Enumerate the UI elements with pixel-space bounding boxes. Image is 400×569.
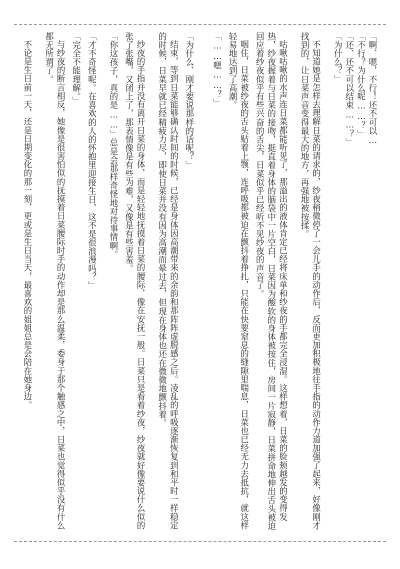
vertical-text-page <box>22 32 378 532</box>
narration-paragraph: 纱夜的手指并没有离开日菜的身体，而是轻轻地抚摸着日菜的腰际，像在安抚一般。日菜只是看着纱夜，纱夜就好像要说什么似的张了张嘴，又闭上了，那表情像是有些为难，又像是有些害羞。 <box>124 32 147 531</box>
dialogue-cannot-understand <box>70 32 82 532</box>
dialogue-line: 「不行？为什么呢……？」 <box>356 32 367 139</box>
dialogue-line: 「啊、嗯，不行！还不可以… <box>368 32 378 146</box>
dialogue-ellipsis <box>211 32 223 532</box>
dialogue-line: 「完全不能理解。」 <box>71 32 82 106</box>
narration-paragraph: 与纱夜的断言相反，她像是很害怕似的抚摸着日菜腰际时手的动作却是那么温柔，委身于那个触感之中，日菜也觉得似乎没有什么都无所谓了。 <box>44 32 67 531</box>
narration-paragraph: 咕啾咕啾的水声连日菜都能听见了，那溢出的液体肯定已经将床单和纱夜的手都完全浸湿。这样想着，日菜的脸颊越发的变得发热，纱夜握着与日菜的接吻，挺直着身体的脑袋中一片空白，日菜因为酸软的身体被按住，房间一片寂静，日菜拼命地伸出舌头被迫回应着纱夜似乎有些兴奋的舌尖，日菜似乎已经听不见纱夜的声音了。 <box>255 32 289 531</box>
dialogue-line: 「你这孩子，真的是……」总是会那样奇怪地对待事情啊。 <box>108 32 119 259</box>
narration-paragraph: 不论是生日前一天，还是日期变化的那一刻，更或是生日当天，最喜欢的姐姐总是会陪在她身边。 <box>22 40 33 410</box>
narration-paragraph: 咽住，日菜被纱夜的舌头贴着上颚，连呼吸都被迫在颤抖着挣扎，只能在快要窒息的缝隙里喘息，日菜也已经无力去抵抗，就这样轻易地达到了高潮。 <box>228 32 250 531</box>
dialogue-line: 「才不奇怪呢。在喜欢的人的怀抱里迎接生日，这不是很浪漫吗？」 <box>87 32 98 290</box>
dialogue-line: 「为什么、刚才要说那样的话呢？」 <box>184 32 195 170</box>
narration-paragraph: 结束，等到日菜能够确认时间的时候，已经是身体因高潮带来的余韵和那阵阵虚脱感之后。凌乱的呼吸逐渐恢复到和平时一样稳定的时候，日菜早就已经精疲力尽，即使日菜并没有因为高潮而晕过去，但现在身体也还在微微地颤抖着。 <box>157 32 180 531</box>
top-dashed-rule <box>14 24 386 25</box>
dialogue-not-strange <box>86 32 98 532</box>
dialogue-why <box>332 32 344 532</box>
dialogue-line: 「……嗯……？」 <box>212 32 223 108</box>
dialogue-child <box>107 32 119 532</box>
dialogue-line: 「还、还不可以结束……？」 <box>344 32 355 147</box>
dialogue-why-said <box>183 32 195 532</box>
dialogue-line: 「为什么？」 <box>333 32 344 84</box>
dialogue-no <box>343 32 378 532</box>
narration-paragraph: 不知道她是怎样去理解日菜的请求的，纱夜稍微停了一会儿手的动作后，反而更加积极地往手指的动作力道加强了起来，好像刚才找到的，让日菜声音变得最大的地方，再强地被按揉。 <box>300 32 322 531</box>
bottom-dashed-rule <box>14 541 386 542</box>
